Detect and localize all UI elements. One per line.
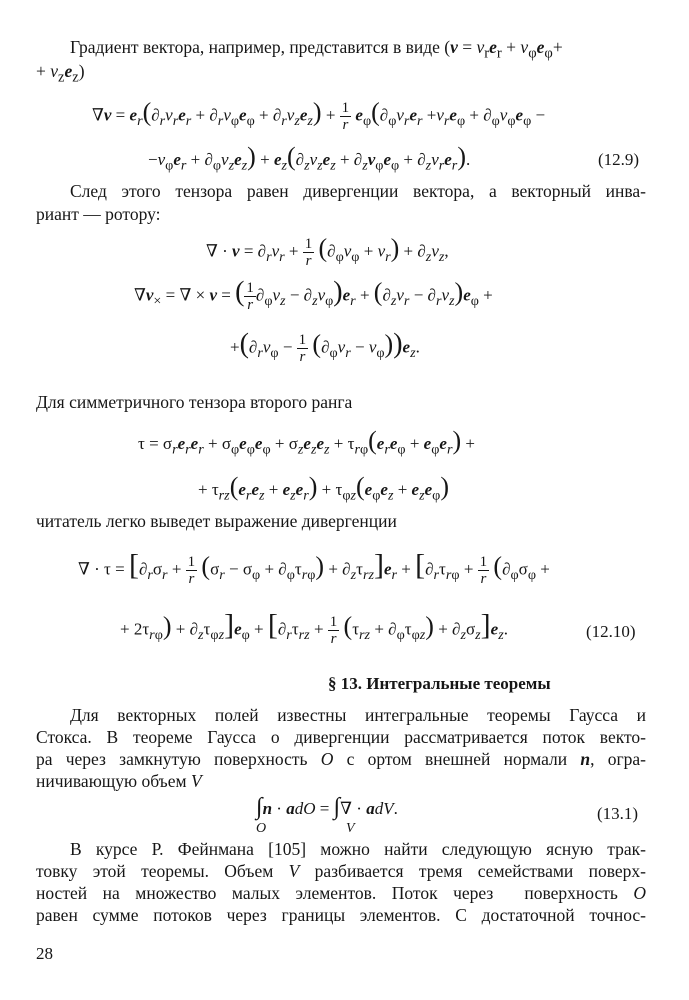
- feynman-paragraph-line-1: В курсе Р. Фейнмана [105] можно найти следующую ясную трак-: [70, 839, 646, 859]
- equation-12-10-line-2: + $2\tau_{r\varphi}) + \partial_z\tau_{\varphi z}]e_\varphi + [\partial_r\tau_{rz}$ + $\frac{1}{r}$ $(\tau_{rz} + \partial_\varphi\tau_{\varphi z}) + \partial_z\sigma_z]e_z$.: [120, 608, 508, 647]
- divergence-intro: читатель легко выведет выражение дивергенции: [36, 511, 397, 531]
- feynman-paragraph-line-3: ностей на множество малых элементов. Поток через поверхность O: [36, 883, 646, 903]
- trace-paragraph-line-1: След этого тензора равен дивергенции вектора, а векторный инва-: [70, 181, 646, 201]
- gauss-paragraph-line-1: Для векторных полей известны интегральные теоремы Гаусса и: [70, 705, 646, 725]
- gauss-paragraph-line-4: ничивающую объем V: [36, 771, 202, 791]
- equation-13-1: ∫n · adO = ∫∇ · adV.: [256, 794, 398, 820]
- equation-12-9-line-1: $\nabla v = e_r(\partial_rv_re_r + \partial_rv_\varphi e_\varphi + \partial_rv_ze_z)$ + $\frac{1}{r}$ $e_\varphi(\partial_\varphi v_re_r +v_re_\varphi + \partial_\varphi v_\varphi e_\varphi$ −: [92, 97, 546, 133]
- equation-rotor-line-2: $+(\partial_rv_\varphi$ − $\frac{1}{r}$ $(\partial_\varphi v_r - v_\varphi))e_z$.: [230, 328, 420, 365]
- gauss-lower-limit-O: O: [256, 821, 267, 836]
- gauss-paragraph-line-3: ра через замкнутую поверхность O с ортом внешней нормали n, огра-: [36, 749, 646, 769]
- gauss-lower-limit-V: V: [346, 821, 355, 836]
- trace-paragraph-line-2: риант — ротору:: [36, 204, 161, 224]
- symmetric-tensor-intro: Для симметричного тензора второго ранга: [36, 392, 353, 412]
- equation-rotor-line-1: $\nabla v_\times$ = ∇ × v = ( $\frac{1}{r}$ $\partial_\varphi v_z - \partial_zv_\varphi)e_r + (\partial_zv_r - \partial_rv_z)e_\varphi$ +: [134, 276, 493, 313]
- page-number: 28: [36, 944, 53, 963]
- feynman-paragraph-line-4: равен сумме потоков через границы элементов. С достаточной точнос-: [36, 905, 646, 925]
- equation-number-13-1: (13.1): [597, 804, 639, 823]
- feynman-paragraph-line-2: товку этой теоремы. Объем V разбивается тремя семействами поверх-: [36, 861, 646, 881]
- gauss-paragraph-line-2: Стокса. В теореме Гаусса о дивергенции рассматривается поток векто-: [36, 727, 646, 747]
- equation-tau-line-2: + $\tau_{rz}(e_re_z + e_ze_r) + \tau_{\varphi z}(e_\varphi e_z + e_ze_\varphi)$: [198, 472, 449, 504]
- equation-tau-line-1: $\tau = \sigma_re_re_r + \sigma_\varphi e_\varphi e_\varphi + \sigma_ze_ze_z + \tau_{r\varphi}(e_re_\varphi + e_\varphi e_r)$ +: [138, 426, 475, 458]
- intro-line-2: + $v_ze_z$): [36, 61, 85, 86]
- equation-divergence-v: ∇ · $v = \partial_rv_r$ + $\frac{1}{r}$ $(\partial_\varphi v_\varphi + v_r) + \partial_zv_z$,: [206, 233, 449, 269]
- intro-line-1: [70, 36, 650, 65]
- intro-line-1-text: Градиент вектора, например, представится в виде ($v = v_re_r + v_\varphi e_\varphi+$: [70, 37, 563, 62]
- equation-number-12-10: (12.10): [586, 622, 636, 641]
- section-heading: § 13. Интегральные теоремы: [328, 674, 551, 693]
- equation-12-9-line-2: $-v_\varphi e_r + \partial_\varphi v_ze_z) + e_z(\partial_zv_ze_z + \partial_zv_\varphi e_\varphi + \partial_zv_re_r)$.: [148, 142, 471, 174]
- equation-number-12-9: (12.9): [598, 150, 640, 169]
- equation-12-10-line-1: ∇ · $\tau = [\partial_r\sigma_r$ + $\frac{1}{r}$ $(\sigma_r - \sigma_\varphi + \partial_\varphi\tau_{r\varphi}) + \partial_z\tau_{rz}]e_r + [\partial_r\tau_{r\varphi}$ + $\frac{1}{r}$ ($\partial_\varphi\sigma_\varphi$ +: [78, 548, 550, 587]
